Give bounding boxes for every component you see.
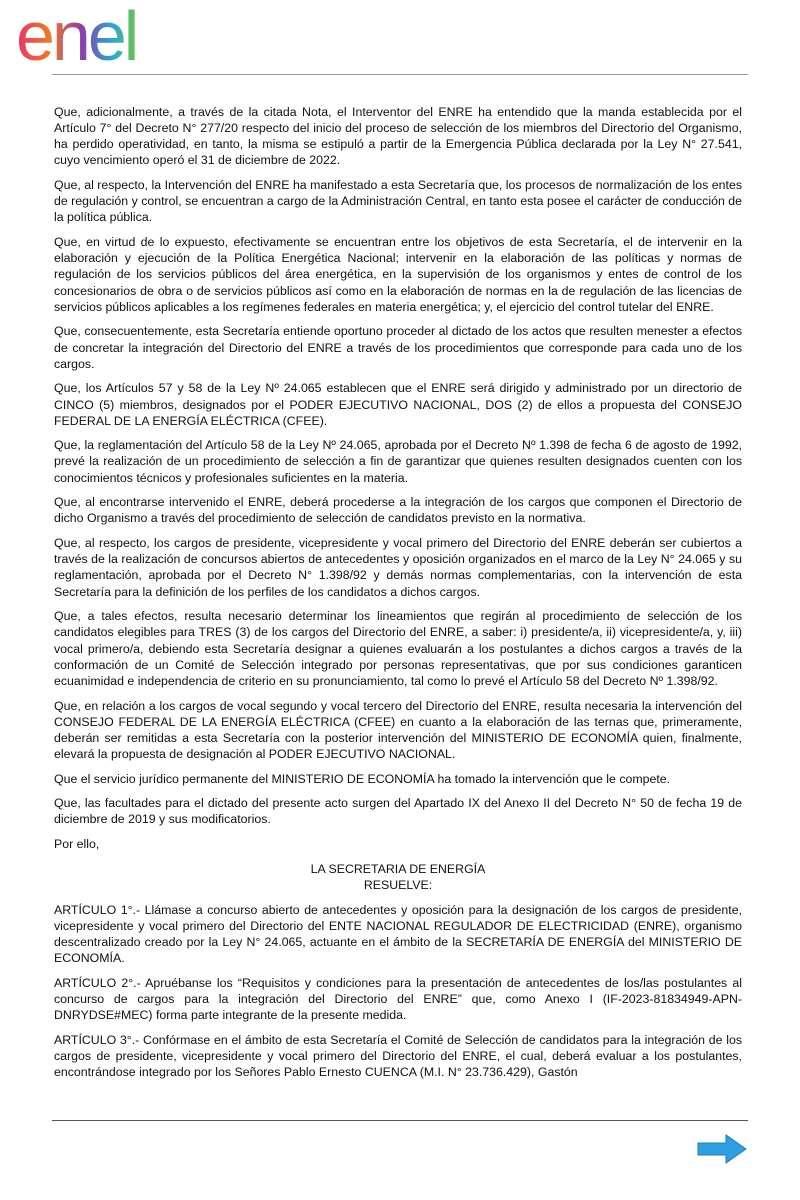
right-arrow-icon <box>698 1135 746 1163</box>
paragraph: Que, la reglamentación del Artículo 58 de la Ley Nº 24.065, aprobada por el Decreto Nº 1.398 de fecha 6 de agosto de 1992, prevé la realización de un procedimiento de selección a fin de garantizar que quienes resulten designados cuenten con los conocimientos técnicos y profesionales suficientes en la materia. <box>54 438 742 485</box>
paragraph: Que el servicio jurídico permanente del MINISTERIO DE ECONOMÍA ha tomado la intervención que le compete. <box>54 771 671 786</box>
enel-logo <box>16 4 186 68</box>
paragraph: Que, al respecto, los cargos de presidente, vicepresidente y vocal primero del Directorio del ENRE deberán ser cubiertos a través de la realización de concursos abiertos de antecedentes y oposición organizados en el marco de la Ley N° 24.065 y su reglamentación, aprobada por el Decreto N° 1.398/92 y demás normas complementarias, con la intervención de esta Secretaría para la definición de los perfiles de los candidatos a dichos cargos. <box>54 536 742 599</box>
footer-divider <box>52 1120 748 1121</box>
paragraph: Que, consecuentemente, esta Secretaría entiende oportuno proceder al dictado de los actos que resulten menester a efectos de concretar la integración del Directorio del ENRE a través de los procedimientos que corresponde para cada uno de los cargos. <box>54 324 742 371</box>
article-2: ARTÍCULO 2°.- Apruébanse los “Requisitos y condiciones para la presentación de antecedentes de los/las postulantes al concurso de cargos para la integración del Directorio del ENRE” que, como Anexo I (IF-2023-81834949-APN-DNRYDSE#MEC) forma parte integrante de la presente medida. <box>54 975 742 1022</box>
authority-heading: LA SECRETARIA DE ENERGÍA <box>310 861 486 876</box>
paragraph: Que, las facultades para el dictado del presente acto surgen del Apartado IX del Anexo II del Decreto N° 50 de fecha 19 de diciembre de 2019 y sus modificatorios. <box>54 796 742 827</box>
paragraph: Que, al encontrarse intervenido el ENRE, deberá procederse a la integración de los cargos que componen el Directorio de dicho Organismo a través del procedimiento de selección de candidatos previsto en la normativa. <box>54 495 742 526</box>
resolve-heading: RESUELVE: <box>363 877 433 892</box>
paragraph: Que, en virtud de lo expuesto, efectivamente se encuentran entre los objetivos de esta Secretaría, el de intervenir en la elaboración y ejecución de la Política Energética Nacional; intervenir en la elaboración de las políticas y normas de regulación de los servicios públicos del área energética, en la supervisión de los organismos y entes de control de los concesionarios de obra o de servicios públicos así como en la elaboración de normas en la de regulación de las licencias de servicios públicos aplicables a los regímenes federales en materia energética; y, el ejercicio del control tutelar del ENRE. <box>54 235 742 314</box>
svg-text:enel: enel <box>16 4 137 68</box>
paragraph: Que, adicionalmente, a través de la citada Nota, el Interventor del ENRE ha entendido que la manda establecida por el Artículo 7° del Decreto N° 277/20 respecto del inicio del proceso de selección de los miembros del Directorio del Organismo, ha perdido operatividad, en tanto, la misma se estipuló a partir de la Emergencia Pública declarada por la Ley N° 27.541, cuyo vencimiento operó el 31 de diciembre de 2022. <box>54 105 742 168</box>
document-body <box>54 104 742 1089</box>
article-3: ARTÍCULO 3°.- Confórmase en el ámbito de esta Secretaría el Comité de Selección de candidatos para la integración de los cargos de presidente, vicepresidente y vocal primero del Directorio del ENRE, el cual, deberá evaluar a los postulantes, encontrándose integrado por los Señores Pablo Ernesto CUENCA (M.I. N° 23.736.429), Gastón <box>54 1032 742 1079</box>
paragraph: Por ello, <box>54 837 100 852</box>
paragraph: Que, en relación a los cargos de vocal segundo y vocal tercero del Directorio del ENRE, resulta necesaria la intervención del CONSEJO FEDERAL DE LA ENERGÍA ELÉCTRICA (CFEE) en cuanto a la elaboración de las ternas que, primeramente, deberán ser remitidas a esta Secretaría con la posterior intervención del MINISTERIO DE ECONOMÍA quien, finalmente, elevará la propuesta de designación al PODER EJECUTIVO NACIONAL. <box>54 698 742 761</box>
header-divider <box>52 74 748 75</box>
paragraph: Que, los Artículos 57 y 58 de la Ley Nº 24.065 establecen que el ENRE será dirigido y administrado por un directorio de CINCO (5) miembros, designados por el PODER EJECUTIVO NACIONAL, DOS (2) de ellos a propuesta del CONSEJO FEDERAL DE LA ENERGÍA ELÉCTRICA (CFEE). <box>54 381 742 428</box>
next-page-button[interactable] <box>696 1133 748 1165</box>
paragraph: Que, a tales efectos, resulta necesario determinar los lineamientos que regirán al procedimiento de selección de los candidatos elegibles para TRES (3) de los cargos del Directorio del ENRE, a saber: i) presidente/a, ii) vicepresidente/a, y, iii) vocal primero/a, debiendo esta Secretaría designar a quienes evaluarán a los postulantes a dichos cargos a través de la conformación de un Comité de Selección integrado por personas representativas, que por sus condiciones garanticen ecuanimidad e independencia de criterio en su pronunciamiento, tal como lo prevé el Artículo 58 del Decreto Nº 1.398/92. <box>54 609 742 688</box>
paragraph: Que, al respecto, la Intervención del ENRE ha manifestado a esta Secretaría que, los procesos de normalización de los entes de regulación y control, se encuentran a cargo de la Administración Central, en tanto esta posee el carácter de conducción de la política pública. <box>54 178 742 225</box>
article-1: ARTÍCULO 1°.- Llámase a concurso abierto de antecedentes y oposición para la designación de los cargos de presidente, vicepresidente y vocal primero del Directorio del ENTE NACIONAL REGULADOR DE ELECTRICIDAD (ENRE), organismo descentralizado creado por la Ley N° 24.065, actuante en el ámbito de la SECRETARÍA DE ENERGÍA del MINISTERIO DE ECONOMÍA. <box>54 902 742 966</box>
